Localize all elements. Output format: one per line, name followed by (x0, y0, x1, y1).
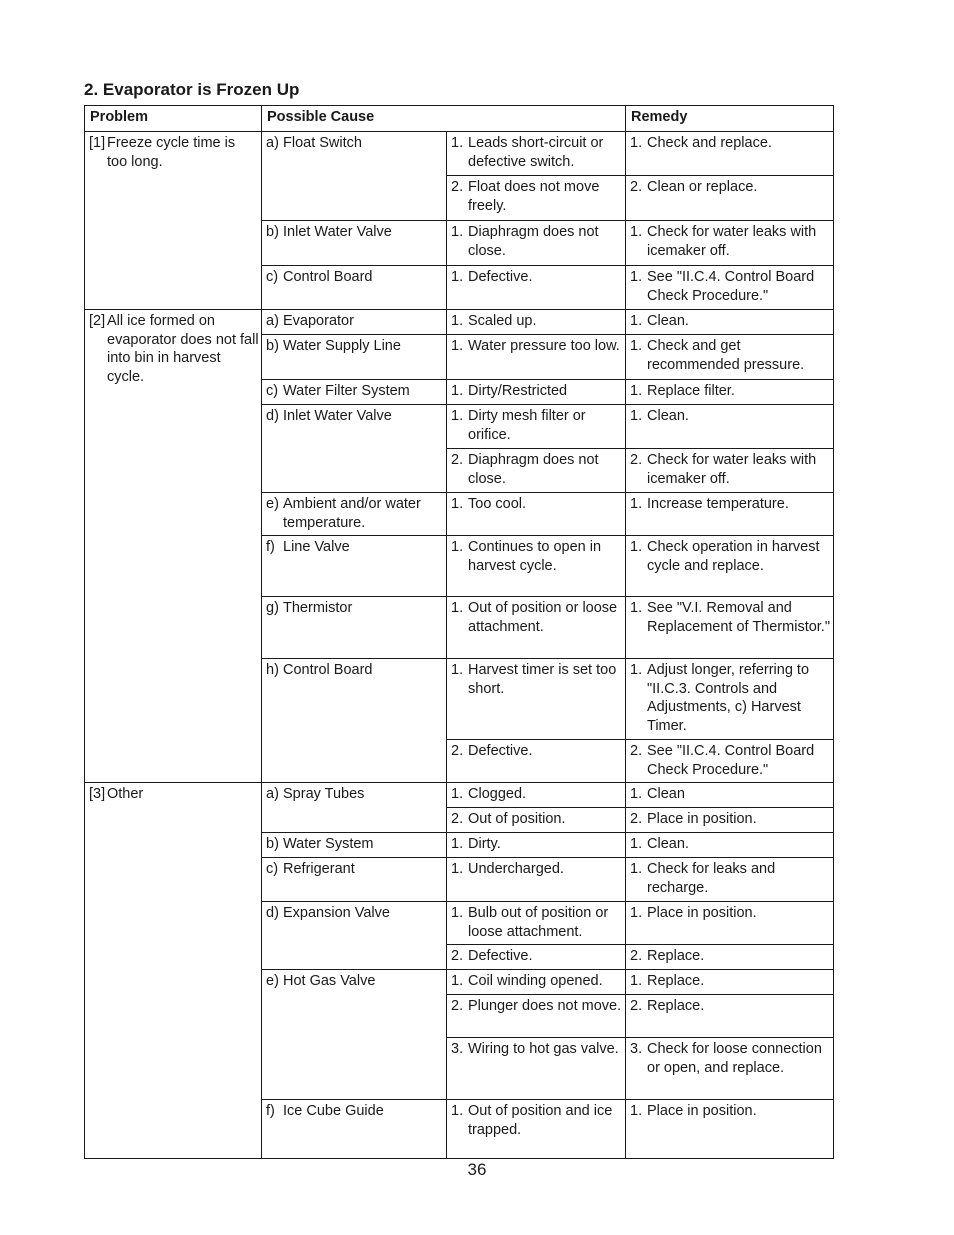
problem-cell (85, 783, 262, 1159)
cause-category: Water Supply Line (283, 338, 401, 354)
list-item (630, 1040, 831, 1077)
cause-category-cell (262, 335, 447, 380)
remedy-number: 1. (630, 408, 643, 424)
remedy-cell (626, 335, 834, 380)
remedy-number: 1. (630, 786, 643, 802)
cause-number: 1. (451, 224, 464, 240)
cause-detail-cell (447, 902, 626, 945)
cause-category-cell (262, 858, 447, 902)
list-item (630, 337, 831, 374)
remedy-cell (626, 597, 834, 659)
remedy-number: 1. (630, 662, 643, 678)
problem-number: [2] (89, 313, 106, 329)
cause-detail: Undercharged. (468, 861, 564, 877)
cause-detail-cell (447, 783, 626, 808)
list-item (451, 810, 623, 829)
table-body (85, 132, 834, 1159)
cause-detail: Dirty mesh filter or orifice. (468, 408, 586, 443)
cause-number: 1. (451, 836, 464, 852)
list-item (266, 785, 444, 804)
cause-detail: Out of position and ice trapped. (468, 1103, 613, 1138)
cause-detail-cell (447, 945, 626, 970)
list-item (630, 134, 831, 153)
remedy-cell (626, 740, 834, 783)
cause-detail: Defective. (468, 948, 533, 964)
list-item (451, 407, 623, 444)
list-item (451, 451, 623, 488)
cause-number: 1. (451, 338, 464, 354)
remedy-number: 2. (630, 998, 643, 1014)
cause-detail-cell (447, 221, 626, 266)
cause-category: Ambient and/or water temperature. (283, 496, 421, 531)
cause-number: 1. (451, 973, 464, 989)
list-item (451, 997, 623, 1016)
cause-number: 2. (451, 811, 464, 827)
remedy-text: Increase temperature. (647, 496, 789, 512)
remedy-text: Clean or replace. (647, 179, 758, 195)
page-number: 36 (467, 1160, 487, 1179)
cause-number: 1. (451, 786, 464, 802)
cause-letter: h) (266, 662, 279, 678)
list-item (266, 972, 444, 991)
cause-detail: Bulb out of position or loose attachment. (468, 905, 609, 940)
remedy-number: 1. (630, 600, 643, 616)
remedy-text: See "II.C.4. Control Board Check Procedure." (647, 269, 815, 304)
remedy-cell (626, 493, 834, 536)
remedy-cell (626, 310, 834, 335)
cause-category: Evaporator (283, 313, 354, 329)
cause-category: Hot Gas Valve (283, 973, 376, 989)
list-item (451, 312, 623, 331)
list-item (89, 312, 259, 386)
list-item (266, 495, 444, 532)
cause-letter: c) (266, 861, 279, 877)
list-item (630, 947, 831, 966)
cause-letter: f) (266, 1103, 275, 1119)
remedy-cell (626, 1100, 834, 1159)
cause-category: Water System (283, 836, 374, 852)
remedy-number: 3. (630, 1041, 643, 1057)
remedy-number: 1. (630, 135, 643, 151)
remedy-cell (626, 945, 834, 970)
cause-letter: d) (266, 408, 279, 424)
list-item (451, 337, 623, 356)
remedy-cell (626, 405, 834, 449)
cause-number: 2. (451, 452, 464, 468)
cause-number: 3. (451, 1041, 464, 1057)
cause-category-cell (262, 493, 447, 536)
list-item (630, 1102, 831, 1121)
remedy-number: 1. (630, 1103, 643, 1119)
list-item (266, 904, 444, 923)
cause-letter: b) (266, 224, 279, 240)
cause-category-cell (262, 597, 447, 659)
list-item (89, 134, 259, 171)
cause-detail: Water pressure too low. (468, 338, 620, 354)
remedy-text: Check and get recommended pressure. (647, 338, 805, 373)
remedy-text: Adjust longer, referring to "II.C.3. Controls and Adjustments, c) Harvest Timer. (647, 662, 810, 734)
cause-category-cell (262, 405, 447, 493)
cause-category-cell (262, 266, 447, 310)
cause-category-cell (262, 833, 447, 858)
list-item (266, 860, 444, 879)
remedy-cell (626, 176, 834, 221)
cause-category-cell (262, 970, 447, 1100)
cause-detail: Too cool. (468, 496, 527, 512)
cause-detail: Float does not move freely. (468, 179, 600, 214)
list-item (266, 407, 444, 426)
list-item (630, 268, 831, 305)
cause-category-cell (262, 380, 447, 405)
cause-detail: Dirty/Restricted (468, 383, 568, 399)
remedy-cell (626, 858, 834, 902)
cause-detail: Out of position. (468, 811, 566, 827)
cause-letter: f) (266, 539, 275, 555)
list-item (630, 860, 831, 897)
cause-category-cell (262, 310, 447, 335)
cause-letter: e) (266, 973, 279, 989)
cause-detail-cell (447, 176, 626, 221)
remedy-cell (626, 380, 834, 405)
remedy-number: 2. (630, 452, 643, 468)
cause-detail: Harvest timer is set too short. (468, 662, 617, 697)
remedy-cell (626, 449, 834, 493)
table-row (85, 132, 834, 176)
cause-number: 1. (451, 861, 464, 877)
list-item (451, 1040, 623, 1059)
cause-category: Control Board (283, 269, 373, 285)
remedy-cell (626, 808, 834, 833)
list-item (266, 538, 444, 557)
remedy-text: Check and replace. (647, 135, 772, 151)
cause-detail-cell (447, 1038, 626, 1100)
list-item (451, 785, 623, 804)
remedy-text: Replace. (647, 998, 705, 1014)
cause-detail: Diaphragm does not close. (468, 224, 599, 259)
cause-category-cell (262, 1100, 447, 1159)
cause-category: Control Board (283, 662, 373, 678)
list-item (266, 223, 444, 242)
problem-text: Other (107, 786, 144, 802)
cause-number: 1. (451, 600, 464, 616)
list-item (451, 178, 623, 215)
cause-category-cell (262, 221, 447, 266)
remedy-text: Clean (647, 786, 685, 802)
remedy-text: Check for water leaks with icemaker off. (647, 452, 817, 487)
list-item (451, 1102, 623, 1139)
remedy-text: See "V.I. Removal and Replacement of Thermistor." (647, 600, 830, 635)
list-item (630, 495, 831, 514)
remedy-cell (626, 995, 834, 1038)
cause-detail-cell (447, 266, 626, 310)
remedy-text: Clean. (647, 313, 689, 329)
list-item (630, 599, 831, 636)
cause-detail-cell (447, 310, 626, 335)
cause-letter: a) (266, 786, 279, 802)
cause-category: Thermistor (283, 600, 353, 616)
list-item (630, 972, 831, 991)
cause-number: 2. (451, 743, 464, 759)
remedy-cell (626, 902, 834, 945)
cause-category: Spray Tubes (283, 786, 365, 802)
list-item (451, 947, 623, 966)
cause-category: Refrigerant (283, 861, 355, 877)
cause-number: 1. (451, 662, 464, 678)
cause-detail: Defective. (468, 269, 533, 285)
remedy-number: 1. (630, 973, 643, 989)
table-header-row (85, 106, 834, 132)
cause-category: Inlet Water Valve (283, 408, 392, 424)
remedy-cell (626, 132, 834, 176)
cause-letter: g) (266, 600, 279, 616)
list-item (451, 599, 623, 636)
cause-category: Water Filter System (283, 383, 410, 399)
cause-number: 1. (451, 1103, 464, 1119)
problem-number: [3] (89, 786, 106, 802)
remedy-text: Check for leaks and recharge. (647, 861, 776, 896)
table-row (85, 310, 834, 335)
list-item (630, 538, 831, 575)
cause-detail: Plunger does not move. (468, 998, 622, 1014)
cause-category: Ice Cube Guide (283, 1103, 384, 1119)
cause-detail-cell (447, 380, 626, 405)
list-item (266, 337, 444, 356)
list-item (630, 407, 831, 426)
list-item (630, 451, 831, 488)
remedy-cell (626, 833, 834, 858)
cause-detail: Scaled up. (468, 313, 537, 329)
remedy-cell (626, 221, 834, 266)
remedy-text: Replace. (647, 948, 705, 964)
remedy-cell (626, 1038, 834, 1100)
problem-cell (85, 310, 262, 783)
problem-number: [1] (89, 135, 106, 151)
cause-detail: Leads short-circuit or defective switch. (468, 135, 604, 170)
cause-detail: Clogged. (468, 786, 527, 802)
list-item (451, 835, 623, 854)
cause-number: 1. (451, 408, 464, 424)
cause-category-cell (262, 659, 447, 783)
cause-letter: c) (266, 383, 279, 399)
cause-detail-cell (447, 449, 626, 493)
cause-number: 1. (451, 383, 464, 399)
remedy-number: 1. (630, 383, 643, 399)
list-item (266, 599, 444, 618)
cause-detail: Dirty. (468, 836, 501, 852)
cause-category: Inlet Water Valve (283, 224, 392, 240)
cause-number: 1. (451, 905, 464, 921)
list-item (266, 312, 444, 331)
problem-cell (85, 132, 262, 310)
cause-category: Line Valve (283, 539, 350, 555)
list-item (266, 835, 444, 854)
list-item (630, 661, 831, 735)
remedy-number: 1. (630, 905, 643, 921)
cause-number: 1. (451, 539, 464, 555)
remedy-text: Replace. (647, 973, 705, 989)
cause-detail-cell (447, 597, 626, 659)
cause-detail-cell (447, 740, 626, 783)
list-item (630, 810, 831, 829)
remedy-number: 1. (630, 224, 643, 240)
cause-detail-cell (447, 833, 626, 858)
cause-detail: Continues to open in harvest cycle. (468, 539, 602, 574)
list-item (266, 134, 444, 153)
list-item (630, 312, 831, 331)
cause-detail: Wiring to hot gas valve. (468, 1041, 619, 1057)
remedy-number: 2. (630, 179, 643, 195)
cause-letter: b) (266, 338, 279, 354)
problem-text: All ice formed on evaporator does not fall into bin in harvest cycle. (107, 313, 259, 385)
cause-number: 1. (451, 313, 464, 329)
cause-category-cell (262, 132, 447, 221)
remedy-cell (626, 536, 834, 597)
remedy-text: Check operation in harvest cycle and replace. (647, 539, 820, 574)
cause-detail-cell (447, 1100, 626, 1159)
cause-detail: Diaphragm does not close. (468, 452, 599, 487)
list-item (451, 223, 623, 260)
list-item (451, 382, 623, 401)
cause-detail: Coil winding opened. (468, 973, 603, 989)
cause-number: 1. (451, 135, 464, 151)
cause-number: 1. (451, 496, 464, 512)
cause-detail-cell (447, 970, 626, 995)
list-item (266, 382, 444, 401)
remedy-cell (626, 266, 834, 310)
remedy-text: Clean. (647, 836, 689, 852)
remedy-number: 1. (630, 269, 643, 285)
cause-letter: c) (266, 269, 279, 285)
table-row (85, 783, 834, 808)
remedy-number: 1. (630, 836, 643, 852)
remedy-number: 1. (630, 861, 643, 877)
header-problem: Problem (85, 106, 262, 132)
remedy-number: 2. (630, 811, 643, 827)
cause-letter: a) (266, 135, 279, 151)
remedy-text: Place in position. (647, 905, 757, 921)
cause-number: 2. (451, 948, 464, 964)
cause-detail: Out of position or loose attachment. (468, 600, 618, 635)
section-title: 2. Evaporator is Frozen Up (84, 80, 300, 99)
cause-detail-cell (447, 405, 626, 449)
cause-letter: b) (266, 836, 279, 852)
cause-number: 1. (451, 269, 464, 285)
cause-detail-cell (447, 995, 626, 1038)
list-item (630, 835, 831, 854)
troubleshooting-table (84, 105, 834, 1159)
list-item (630, 742, 831, 779)
remedy-number: 1. (630, 338, 643, 354)
cause-category-cell (262, 783, 447, 833)
remedy-text: Check for loose connection or open, and replace. (647, 1041, 822, 1076)
list-item (451, 661, 623, 698)
remedy-text: Clean. (647, 408, 689, 424)
list-item (451, 860, 623, 879)
cause-detail-cell (447, 335, 626, 380)
cause-detail-cell (447, 659, 626, 740)
cause-letter: e) (266, 496, 279, 512)
cause-letter: d) (266, 905, 279, 921)
list-item (451, 538, 623, 575)
remedy-number: 1. (630, 539, 643, 555)
remedy-number: 1. (630, 496, 643, 512)
problem-text: Freeze cycle time is too long. (107, 135, 236, 170)
cause-number: 2. (451, 998, 464, 1014)
cause-detail-cell (447, 132, 626, 176)
list-item (630, 785, 831, 804)
cause-detail-cell (447, 808, 626, 833)
cause-detail-cell (447, 536, 626, 597)
list-item (451, 972, 623, 991)
list-item (451, 904, 623, 941)
remedy-cell (626, 783, 834, 808)
remedy-text: Place in position. (647, 1103, 757, 1119)
list-item (630, 223, 831, 260)
remedy-text: Place in position. (647, 811, 757, 827)
header-remedy: Remedy (626, 106, 834, 132)
remedy-number: 1. (630, 313, 643, 329)
cause-category: Float Switch (283, 135, 362, 151)
cause-letter: a) (266, 313, 279, 329)
remedy-text: Check for water leaks with icemaker off. (647, 224, 817, 259)
list-item (630, 904, 831, 923)
list-item (451, 742, 623, 761)
list-item (266, 268, 444, 287)
remedy-number: 2. (630, 743, 643, 759)
cause-category: Expansion Valve (283, 905, 390, 921)
cause-detail: Defective. (468, 743, 533, 759)
header-possible-cause: Possible Cause (262, 106, 626, 132)
list-item (630, 382, 831, 401)
remedy-text: Replace filter. (647, 383, 735, 399)
list-item (630, 178, 831, 197)
list-item (266, 1102, 444, 1121)
cause-category-cell (262, 902, 447, 970)
remedy-number: 2. (630, 948, 643, 964)
list-item (451, 268, 623, 287)
list-item (630, 997, 831, 1016)
list-item (451, 495, 623, 514)
remedy-cell (626, 970, 834, 995)
cause-detail-cell (447, 858, 626, 902)
list-item (266, 661, 444, 680)
remedy-cell (626, 659, 834, 740)
remedy-text: See "II.C.4. Control Board Check Procedure." (647, 743, 815, 778)
list-item (89, 785, 259, 804)
cause-category-cell (262, 536, 447, 597)
cause-detail-cell (447, 493, 626, 536)
cause-number: 2. (451, 179, 464, 195)
list-item (451, 134, 623, 171)
